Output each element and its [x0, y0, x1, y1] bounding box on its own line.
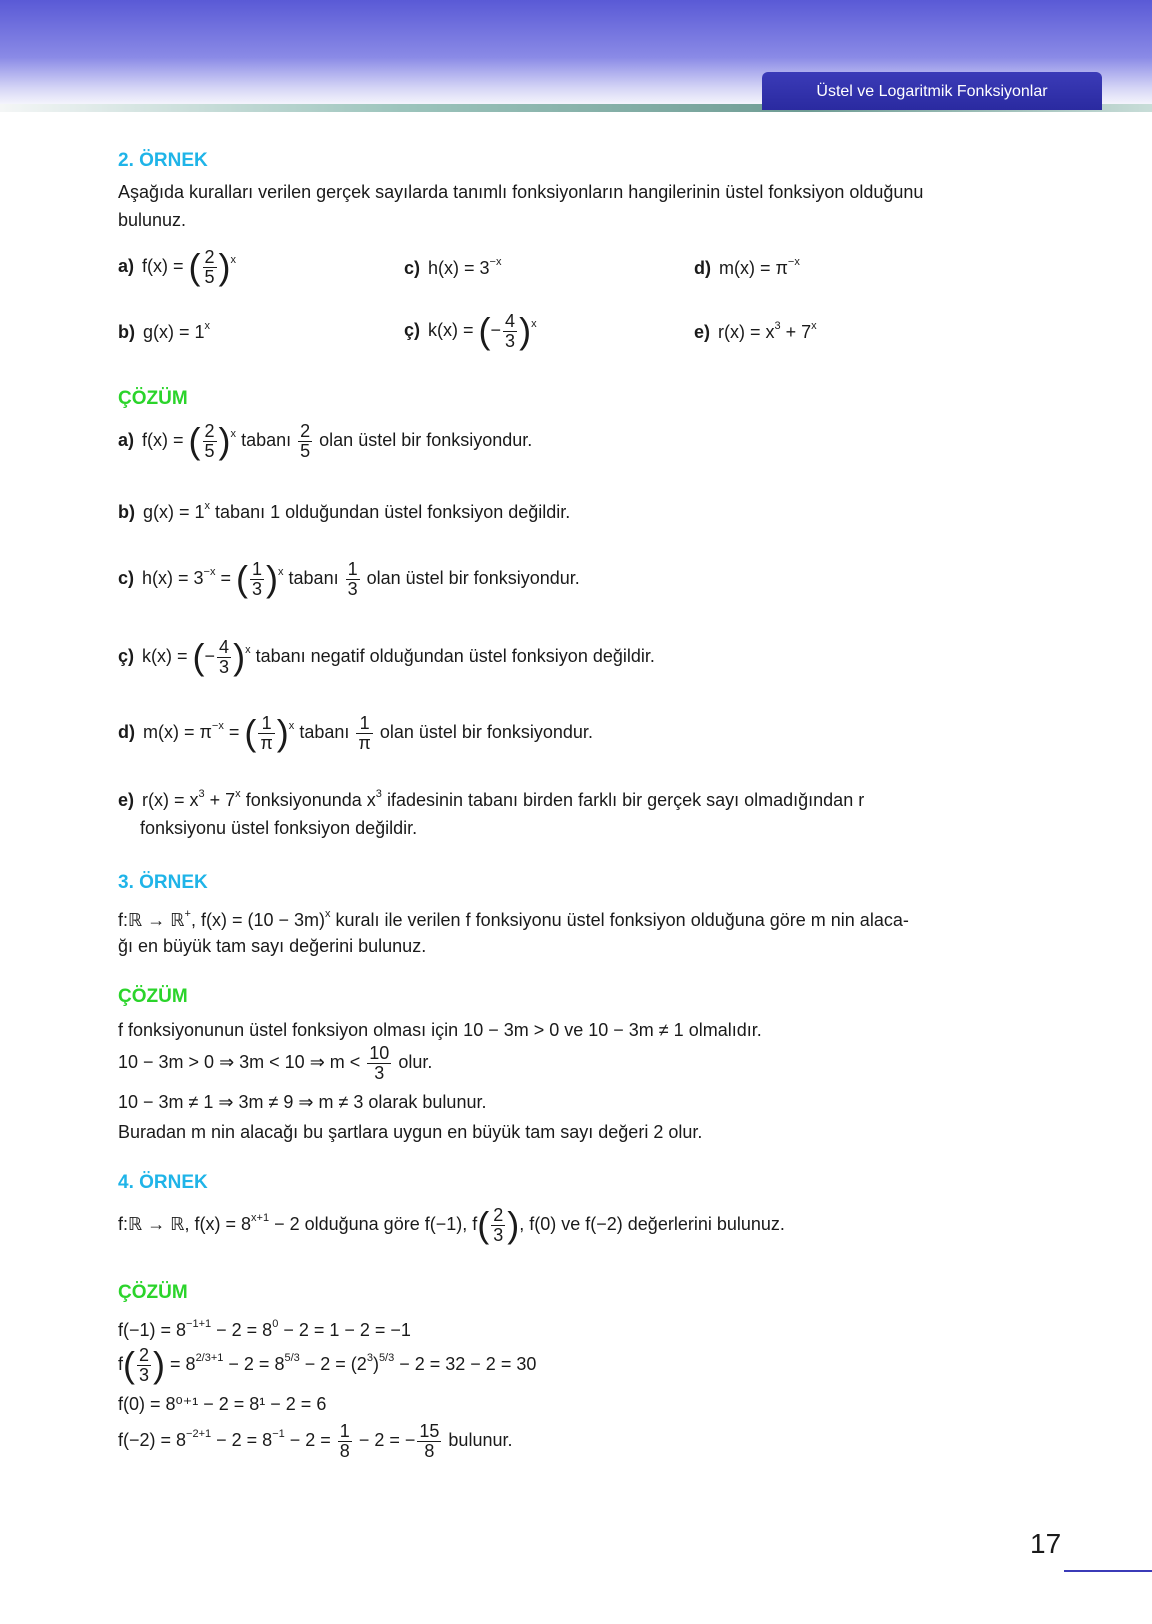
- sol2-cc: ç) k(x) = (− $\frac{4}{3}$ )$^x$ tabanı negatif olduğundan üstel fonksiyon değildir.: [118, 636, 655, 678]
- sol3-line-4: Buradan m nin alacağı bu şartlara uygun en büyük tam sayı değeri 2 olur.: [118, 1122, 703, 1142]
- sol2-b: b) $g(x) = 1^x$ tabanı 1 olduğundan üstel fonksiyon değildir.: [118, 500, 571, 522]
- ex2-item-b: b) $g(x) = 1^x$: [118, 320, 211, 342]
- sol3-line-2: 10 − 3m > 0 ⇒ 3m < 10 ⇒ m < $\frac{10}{3}$ olur.: [118, 1043, 433, 1083]
- page-number: 17: [1030, 1528, 1062, 1559]
- sol2-a: a) f(x) = ( $\frac{2}{5}$ )$^x$ tabanı $\frac{2}{5}$ olan üstel bir fonksiyondur.: [118, 420, 533, 462]
- example-2-title: 2. ÖRNEK: [118, 150, 208, 171]
- solution-3-title: ÇÖZÜM: [118, 986, 188, 1007]
- chapter-tab: Üstel ve Logaritmik Fonksiyonlar: [762, 72, 1102, 110]
- ex2-item-a: a) f(x) = ( $\frac{2}{5}$ )$^x$: [118, 246, 237, 288]
- example-3-text-2: ğı en büyük tam sayı değerini bulunuz.: [118, 936, 427, 956]
- example-4-title: 4. ÖRNEK: [118, 1172, 208, 1193]
- example-4-text: f:ℝ → ℝ, $f(x) = 8^{x+1} - 2$ olduğuna göre f(−1), f( $\frac{2}{3}$ ), f(0) ve f(−2) değerlerini bulunuz.: [118, 1204, 785, 1246]
- solution-2-title: ÇÖZÜM: [118, 388, 188, 409]
- ex2-item-cc: ç) k(x) = (− $\frac{4}{3}$ )$^x$: [404, 310, 537, 352]
- page-number-rule: [1064, 1570, 1152, 1572]
- example-2-text: Aşağıda kuralları verilen gerçek sayılarda tanımlı fonksiyonların hangilerinin üstel fonksiyon olduğunu: [118, 182, 924, 202]
- ex2-item-e: e) $r(x) = x^3 + 7^x$: [694, 320, 817, 342]
- sol3-line-1: f fonksiyonunun üstel fonksiyon olması için 10 − 3m > 0 ve 10 − 3m ≠ 1 olmalıdır.: [118, 1020, 762, 1040]
- sol3-line-3: 10 − 3m ≠ 1 ⇒ 3m ≠ 9 ⇒ m ≠ 3 olarak bulunur.: [118, 1092, 487, 1112]
- sol2-e-2: fonksiyonu üstel fonksiyon değildir.: [140, 818, 418, 838]
- ex2-item-d: d) $m(x) = \pi^{-x}$: [694, 256, 800, 278]
- sol2-e: e) $r(x) = x^3 + 7^x$ fonksiyonunda $x^3$ ifadesinin tabanı birden farklı bir gerçek sayı olmadığından r: [118, 788, 865, 810]
- sol2-d: d) $m(x) = \pi^{-x}$ = ( $\frac{1}{\pi}$ )$^x$ tabanı $\frac{1}{\pi}$ olan üstel bir fonksiyondur.: [118, 712, 593, 754]
- sol4-line-2: f( $\frac{2}{3}$ ) = $8^{2/3+1} - 2 = 8^{5/3} - 2 = (2^3)^{5/3} - 2 = 32 - 2 = 30$: [118, 1344, 537, 1386]
- sol4-line-1: $f(-1) = 8^{-1+1} - 2 = 8^0 - 2 = 1 - 2 = -1$: [118, 1318, 411, 1340]
- solution-4-title: ÇÖZÜM: [118, 1282, 188, 1303]
- ex2-item-c: c) $h(x) = 3^{-x}$: [404, 256, 502, 278]
- example-3-title: 3. ÖRNEK: [118, 872, 208, 893]
- example-2-text-2: bulunuz.: [118, 210, 187, 230]
- sol2-c: c) $h(x) = 3^{-x}$ = ( $\frac{1}{3}$ )$^x$ tabanı $\frac{1}{3}$ olan üstel bir fonksiyondur.: [118, 558, 580, 600]
- sol4-line-4: $f(-2) = 8^{-2+1} - 2 = 8^{-1} - 2$ = $\frac{1}{8}$ − 2 = − $\frac{15}{8}$ bulunur.: [118, 1421, 513, 1461]
- example-3-text: f:ℝ → ℝ+, $f(x) = (10 - 3m)^x$ kuralı ile verilen f fonksiyonu üstel fonksiyon olduğuna göre m nin alaca-: [118, 908, 909, 930]
- sol4-line-3: f(0) = 8⁰⁺¹ − 2 = 8¹ − 2 = 6: [118, 1394, 327, 1414]
